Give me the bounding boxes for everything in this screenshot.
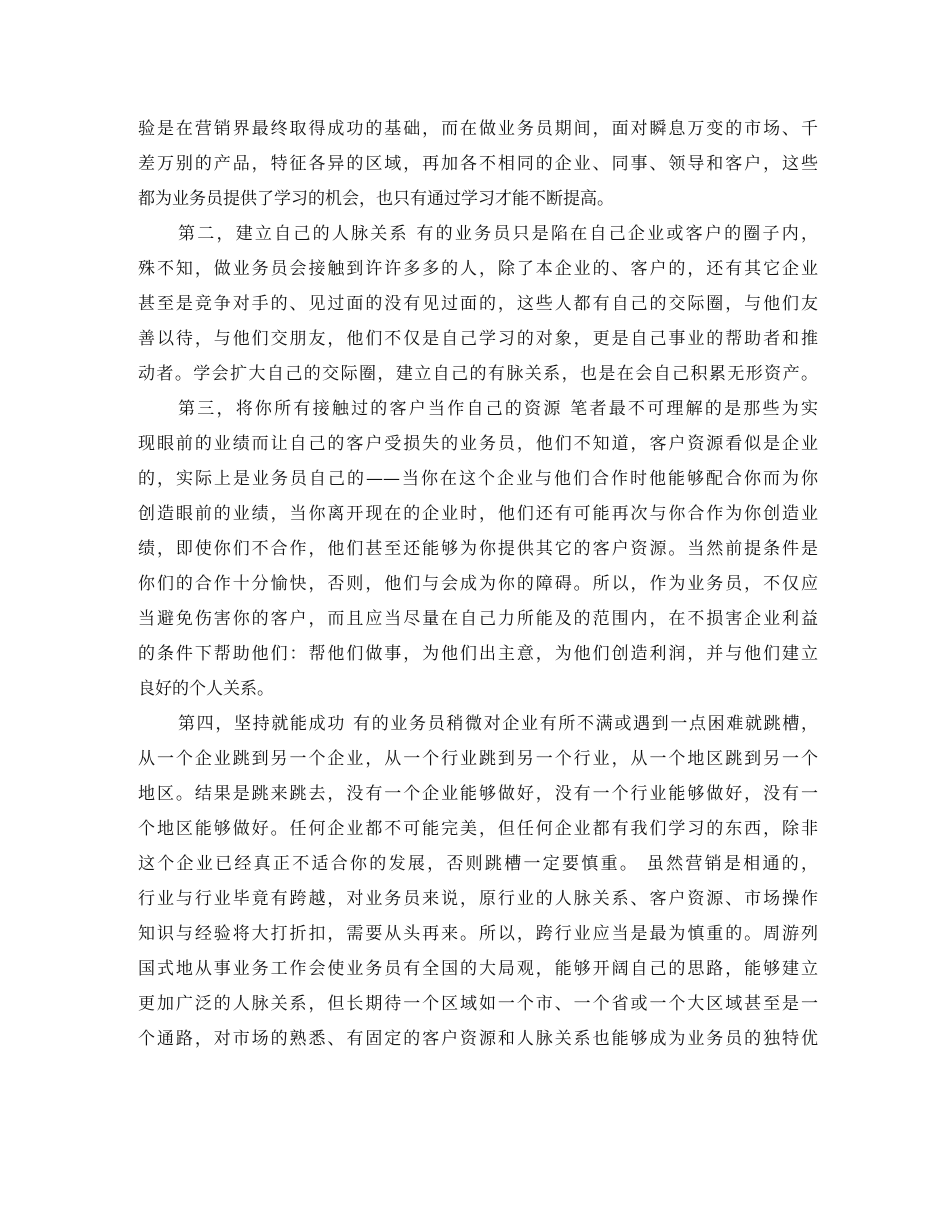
text-line: 个通路，对市场的熟悉、有固定的客户资源和人脉关系也能够成为业务员的独特优 <box>138 1029 818 1049</box>
text-line: 殊不知，做业务员会接触到许许多多的人，除了本企业的、客户的，还有其它企业 <box>138 259 818 279</box>
text-line: 行业与行业毕竟有跨越，对业务员来说，原行业的人脉关系、客户资源、市场操作 <box>138 889 818 909</box>
text-line: 创造眼前的业绩，当你离开现在的企业时，他们还有可能再次与你合作为你创造业 <box>138 504 818 524</box>
paragraph <box>138 392 818 707</box>
paragraph <box>138 112 818 217</box>
text-line: 的条件下帮助他们：帮他们做事，为他们出主意，为他们创造利润，并与他们建立 <box>138 644 818 664</box>
text-line: 差万别的产品，特征各异的区域，再加各不相同的企业、同事、领导和客户，这些 <box>138 154 818 174</box>
text-line: 的，实际上是业务员自己的——当你在这个企业与他们合作时他能够配合你而为你 <box>138 469 818 489</box>
text-line: 良好的个人关系。 <box>138 679 274 699</box>
text-line: 你们的合作十分愉快，否则，他们与会成为你的障碍。所以，作为业务员，不仅应 <box>138 574 818 594</box>
text-line: 都为业务员提供了学习的机会，也只有通过学习才能不断提高。 <box>138 189 614 209</box>
text-line: 甚至是竞争对手的、见过面的没有见过面的，这些人都有自己的交际圈，与他们友 <box>138 294 818 314</box>
text-line: 国式地从事业务工作会使业务员有全国的大局观，能够开阔自己的思路，能够建立 <box>138 959 818 979</box>
paragraph <box>138 217 818 392</box>
text-line: 第四，坚持就能成功 有的业务员稍微对企业有所不满或遇到一点困难就跳槽， <box>178 714 818 734</box>
text-line: 更加广泛的人脉关系，但长期待一个区域如一个市、一个省或一个大区域甚至是一 <box>138 994 818 1014</box>
text-line: 地区。结果是跳来跳去，没有一个企业能够做好，没有一个行业能够做好，没有一 <box>138 784 818 804</box>
text-line: 绩，即使你们不合作，他们甚至还能够为你提供其它的客户资源。当然前提条件是 <box>138 539 818 559</box>
text-line: 第二，建立自己的人脉关系 有的业务员只是陷在自己企业或客户的圈子内， <box>178 224 818 244</box>
paragraph <box>138 707 818 1057</box>
text-line: 验是在营销界最终取得成功的基础，而在做业务员期间，面对瞬息万变的市场、千 <box>138 119 818 139</box>
text-line: 第三，将你所有接触过的客户当作自己的资源 笔者最不可理解的是那些为实 <box>178 399 818 419</box>
text-line: 知识与经验将大打折扣，需要从头再来。所以，跨行业应当是最为慎重的。周游列 <box>138 924 818 944</box>
text-line: 这个企业已经真正不适合你的发展，否则跳槽一定要慎重。 虽然营销是相通的， <box>138 854 818 874</box>
text-line: 从一个企业跳到另一个企业，从一个行业跳到另一个行业，从一个地区跳到另一个 <box>138 749 818 769</box>
text-line: 善以待，与他们交朋友，他们不仅是自己学习的对象，更是自己事业的帮助者和推 <box>138 329 818 349</box>
document-body <box>138 112 818 1057</box>
text-line: 个地区能够做好。任何企业都不可能完美，但任何企业都有我们学习的东西，除非 <box>138 819 818 839</box>
text-line: 动者。学会扩大自己的交际圈，建立自己的有脉关系，也是在会自己积累无形资产。 <box>138 364 818 384</box>
text-line: 现眼前的业绩而让自己的客户受损失的业务员，他们不知道，客户资源看似是企业 <box>138 434 818 454</box>
text-line: 当避免伤害你的客户，而且应当尽量在自己力所能及的范围内，在不损害企业利益 <box>138 609 818 629</box>
